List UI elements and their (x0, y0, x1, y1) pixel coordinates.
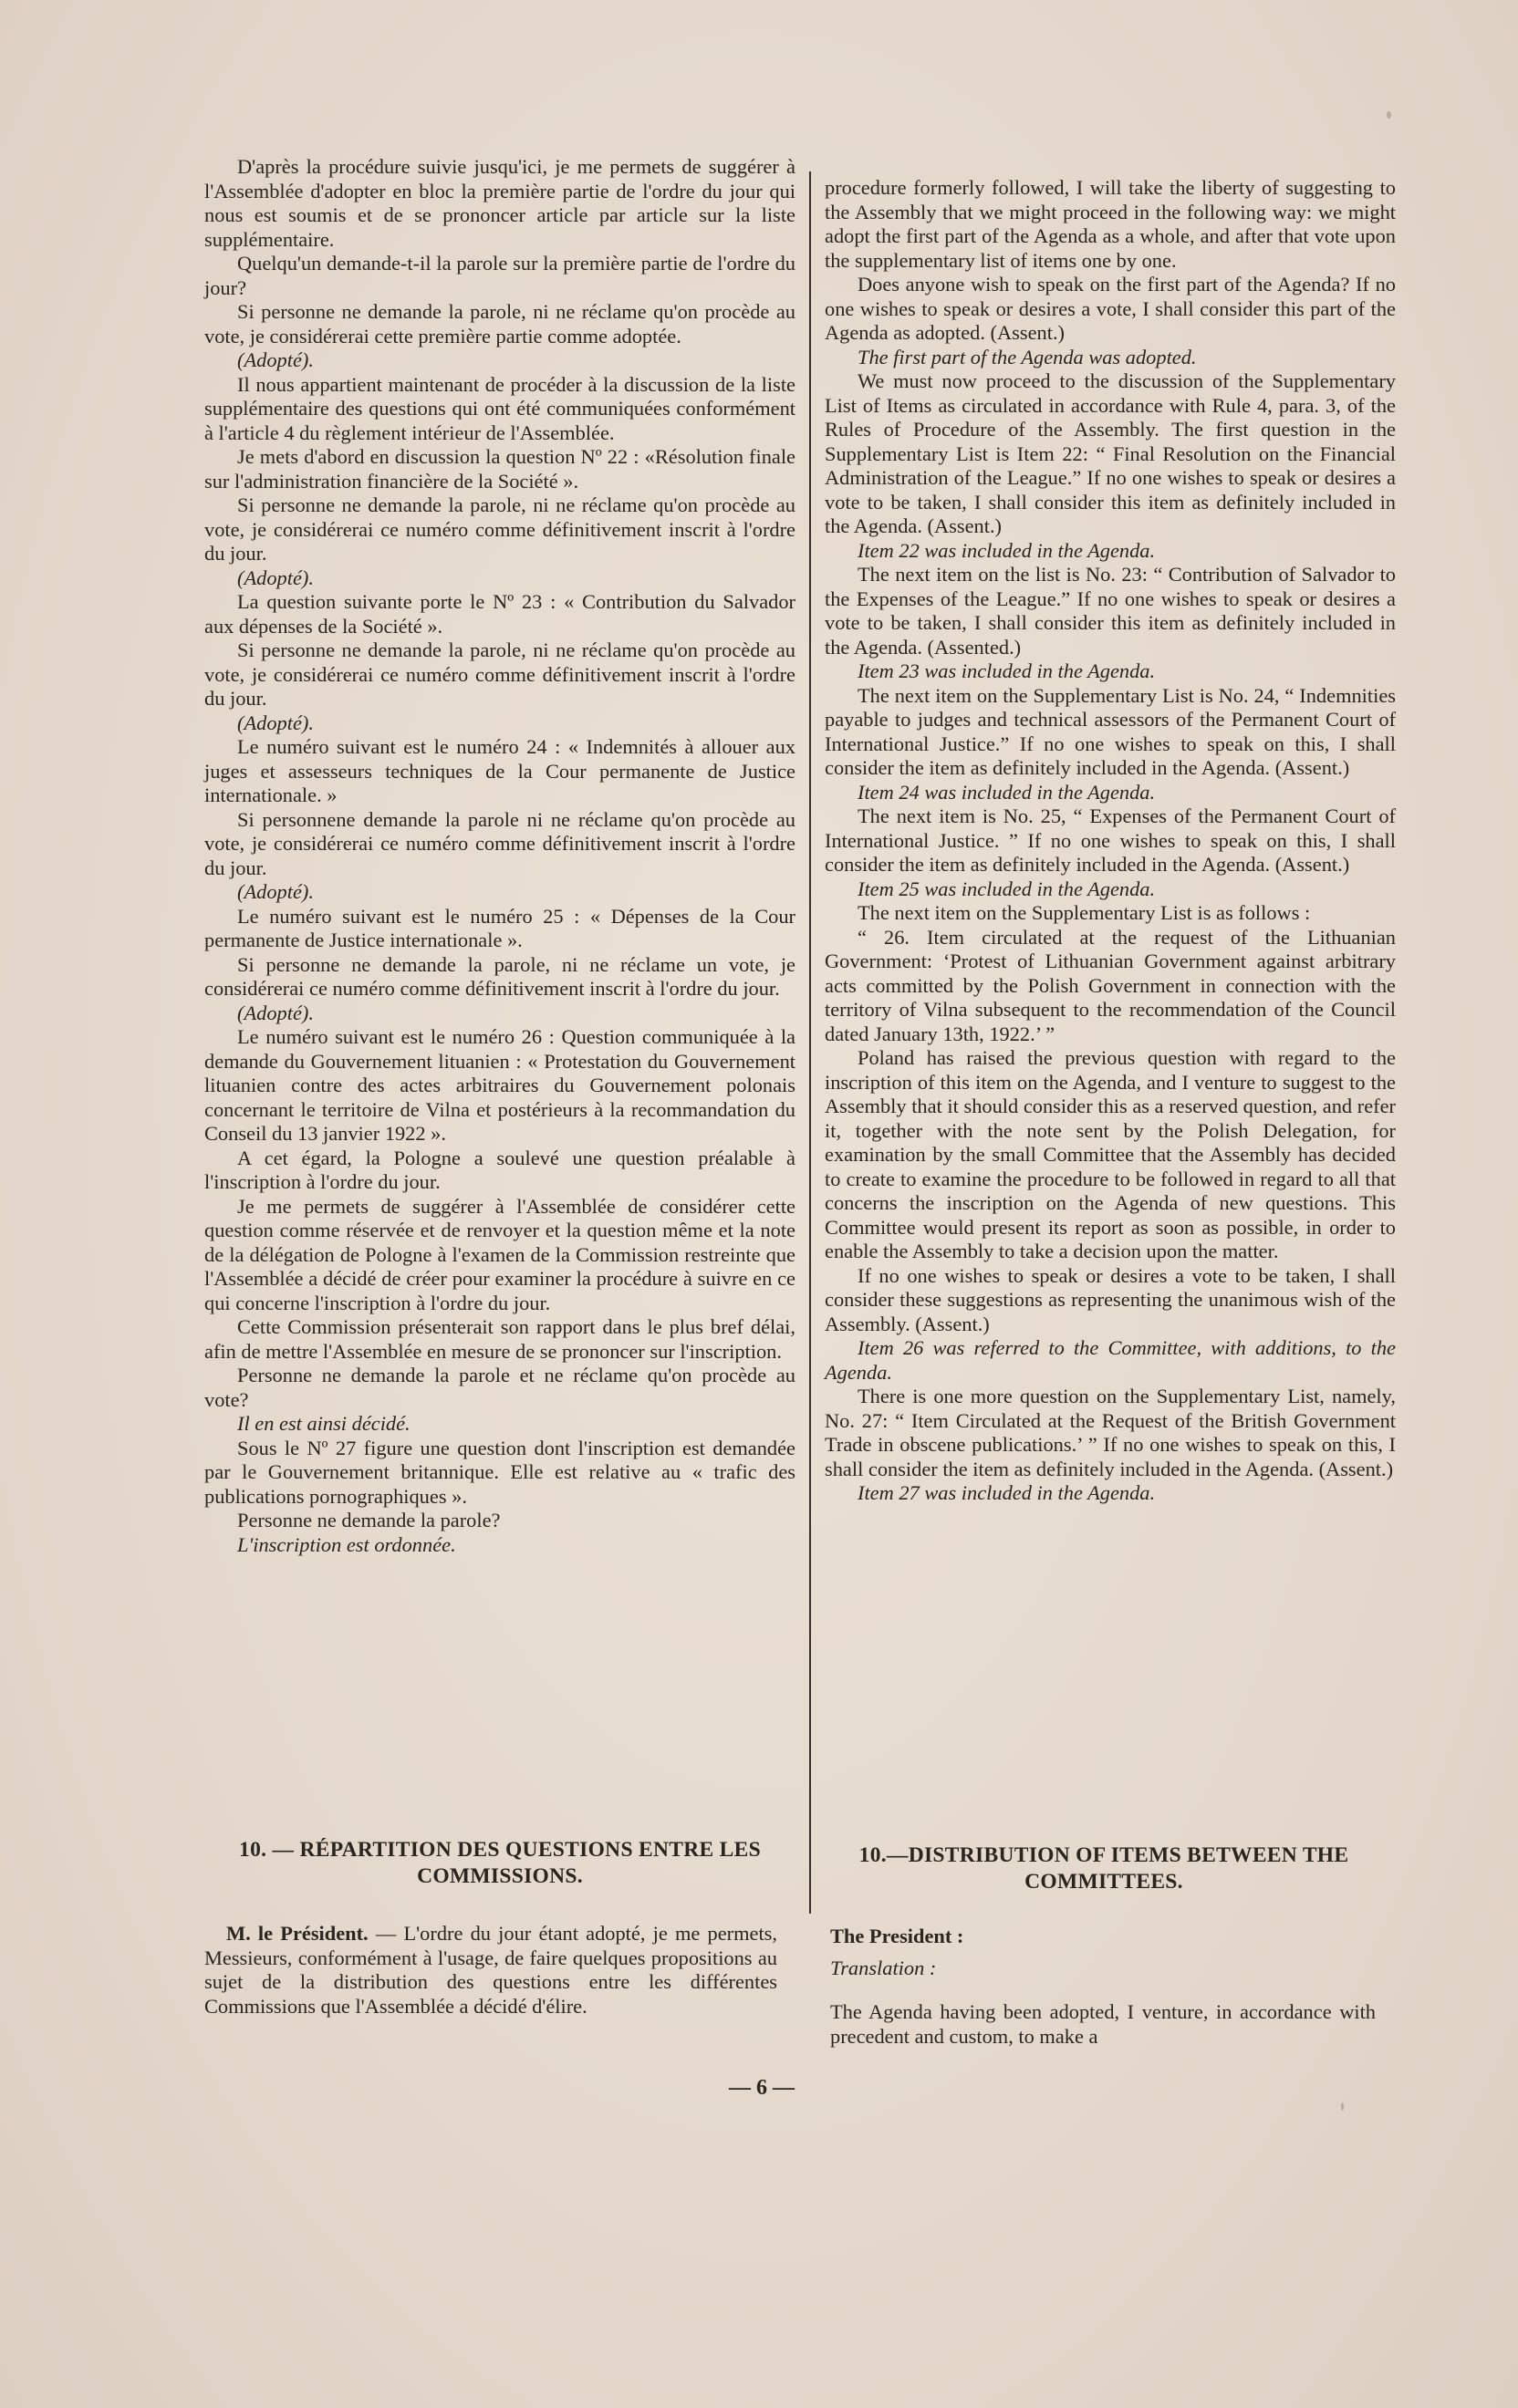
en-president-speech (830, 1925, 1376, 2049)
fr-paragraph: Cette Commission présenterait son rapport dans le plus bref délai, afin de mettre l'Assemblée en mesure de se prononcer sur l'inscription. (204, 1315, 795, 1363)
en-included-note: Item 25 was included in the Agenda. (858, 877, 1156, 900)
french-column (204, 155, 795, 1557)
en-paragraph: The next item on the Supplementary List is No. 24, “ Indemnities payable to judges and technical assessors of the Permanent Court of International Justice.” If no one wishes to speak on this, I shall consider the item as definitely included in the Agenda. (Assent.) (825, 683, 1396, 779)
en-paragraph: If no one wishes to speak or desires a vote to be taken, I shall consider these suggestions as representing the unanimous wish of the Assembly. (Assent.) (825, 1263, 1396, 1335)
en-speech-text: The Agenda having been adopted, I venture, in accordance with precedent and custom, to make a (830, 2000, 1376, 2048)
fr-paragraph: Si personne ne demande la parole, ni ne réclame qu'on procède au vote, je considérerai ce numéro comme définitivement inscrit à l'ordre du jour. (204, 638, 795, 710)
fr-adopted-note: (Adopté). (237, 348, 314, 371)
fr-paragraph: Je mets d'abord en discussion la question Nº 22 : «Résolution finale sur l'administration financière de la Société ». (204, 445, 795, 493)
en-included-note: Item 22 was included in the Agenda. (858, 538, 1156, 562)
fr-decision-note: L'inscription est ordonnée. (237, 1532, 456, 1556)
en-included-note: Item 27 was included in the Agenda. (858, 1481, 1156, 1504)
fr-paragraph: Si personnene demande la parole ni ne réclame qu'on procède au vote, je considérerai ce numéro comme définitivement inscrit à l'ordre du jour. (204, 807, 795, 879)
fr-paragraph: A cet égard, la Pologne a soulevé une question préalable à l'inscription à l'ordre du jour. (204, 1146, 795, 1193)
en-paragraph: procedure formerly followed, I will take the liberty of suggesting to the Assembly that we might proceed in the following way: we might adopt the first part of the Agenda as a whole, and after that vote upon the supplementary list of items one by one. (825, 176, 1396, 272)
en-paragraph: There is one more question on the Supplementary List, namely, No. 27: “ Item Circulated at the Request of the British Government Trade in obscene publications.’ ” If no one wishes to speak on this, I shall consider the item as definitely included in the Agenda. (Assent.) (825, 1385, 1396, 1480)
fr-paragraph: Si personne ne demande la parole, ni ne réclame un vote, je considérerai ce numéro comme définitivement inscrit à l'ordre du jour. (204, 952, 795, 1000)
paper-speck (1341, 2102, 1344, 2111)
page-number: — 6 — (729, 2076, 795, 2100)
fr-decision-note: Il en est ainsi décidé. (237, 1412, 411, 1435)
fr-speech-text: — L'ordre du jour étant adopté, je me permets, Messieurs, conformément à l'usage, de faire quelques propositions au sujet de la distribution des questions entre les différentes Commissions que l'Assemblée a décidé d'élire. (204, 1922, 777, 2018)
en-translation-label: Translation : (830, 1956, 937, 1979)
en-included-note: Item 23 was included in the Agenda. (858, 659, 1156, 682)
fr-paragraph: Je me permets de suggérer à l'Assemblée de considérer cette question comme réservée et de renvoyer et la question même et la note de la délégation de Pologne à l'examen de la Commission restreinte que l'Assemblée a décidé de créer pour examiner la procédure à suivre en ce qui concerne l'inscription à l'ordre du jour. (204, 1194, 795, 1314)
column-divider (809, 171, 811, 1914)
fr-adopted-note: (Adopté). (237, 880, 314, 903)
en-quoted-item: “ 26. Item circulated at the request of the Lithuanian Government: ‘Protest of Lithuanian Government against arbitrary acts committed by the Polish Government in connection with the territory of Vilna subsequent to the recommendation of the Council dated January 13th, 1922.’ ” (825, 925, 1396, 1045)
en-paragraph: We must now proceed to the discussion of the Supplementary List of Items as circulated in accordance with Rule 4, para. 3, of the Rules of Procedure of the Assembly. The first question in the Supplementary List is Item 22: “ Final Resolution on the Financial Administration of the League.” If no one wishes to speak or desires a vote to be taken, I shall consider this item as definitely included in the Agenda. (Assent.) (825, 369, 1396, 537)
fr-adopted-note: (Adopté). (237, 711, 314, 734)
fr-paragraph: Personne ne demande la parole et ne réclame qu'on procède au vote? (204, 1364, 795, 1411)
fr-paragraph: Quelqu'un demande-t-il la parole sur la première partie de l'ordre du jour? (204, 252, 795, 299)
en-paragraph: The next item on the list is No. 23: “ Contribution of Salvador to the Expenses of the League.” If no one wishes to speak or desires a vote to be taken, I shall consider this item as definitely included in the Agenda. (Assented.) (825, 563, 1396, 659)
fr-adopted-note: (Adopté). (237, 566, 314, 589)
en-speaker-name: The President : (830, 1925, 964, 1947)
fr-section-heading: 10. — RÉPARTITION DES QUESTIONS ENTRE LES COMMISSIONS. (239, 1838, 761, 1888)
fr-paragraph: Si personne ne demande la parole, ni ne réclame qu'on procède au vote, je considérerai ce numéro comme définitivement inscrit à l'ordre du jour. (204, 493, 795, 565)
en-paragraph: The next item is No. 25, “ Expenses of the Permanent Court of International Justice. ” If no one wishes to speak on this, I shall consider the item as definitely included in the Agenda. (Assent.) (825, 804, 1396, 876)
fr-paragraph: La question suivante porte le Nº 23 : « Contribution du Salvador aux dépenses de la Société ». (204, 590, 795, 638)
en-included-note: Item 24 was included in the Agenda. (858, 780, 1156, 804)
fr-paragraph: Il nous appartient maintenant de procéder à la discussion de la liste supplémentaire des questions qui ont été communiquées conformément à l'article 4 du règlement intérieur de l'Assemblée. (204, 372, 795, 444)
fr-paragraph: Sous le Nº 27 figure une question dont l'inscription est demandée par le Gouvernement britannique. Elle est relative au « trafic des publications pornographiques ». (204, 1436, 795, 1508)
en-paragraph: Does anyone wish to speak on the first part of the Agenda? If no one wishes to speak or desires a vote, I shall consider this part of the Agenda as adopted. (Assent.) (825, 273, 1396, 344)
fr-paragraph: D'après la procédure suivie jusqu'ici, je me permets de suggérer à l'Assemblée d'adopter en bloc la première partie de l'ordre du jour qui nous est soumis et de se prononcer article par article sur la liste supplémentaire. (204, 155, 795, 251)
en-referred-note: Item 26 was referred to the Committee, with additions, to the Agenda. (825, 1336, 1396, 1384)
fr-paragraph: Le numéro suivant est le numéro 25 : « Dépenses de la Cour permanente de Justice internationale ». (204, 904, 795, 951)
fr-speaker-name: M. le Président. (226, 1922, 369, 1945)
fr-paragraph: Si personne ne demande la parole, ni ne réclame qu'on procède au vote, je considérerai cette première partie comme adoptée. (204, 300, 795, 348)
en-paragraph: The next item on the Supplementary List is as follows : (858, 901, 1311, 924)
en-section-heading: 10.—DISTRIBUTION OF ITEMS BETWEEN THE COMMITTEES. (858, 1843, 1349, 1894)
fr-paragraph: Le numéro suivant est le numéro 24 : « Indemnités à allouer aux juges et assesseurs techniques de la Cour permanente de Justice internationale. » (204, 735, 795, 806)
fr-president-speech (204, 1922, 777, 2019)
en-paragraph: Poland has raised the previous question with regard to the inscription of this item on the Agenda, and I venture to suggest to the Assembly that it should consider this as a reserved question, and refer it, together with the note sent by the Polish Delegation, for examination by the small Committee that the Assembly has decided to create to examine the procedure to be followed in regard to all that concerns the inscription on the Agenda of new questions. This Committee would present its report as soon as possible, in order to enable the Assembly to take a decision upon the matter. (825, 1046, 1396, 1262)
en-adopted-note: The first part of the Agenda was adopted. (858, 345, 1197, 368)
english-column (825, 176, 1396, 1506)
fr-paragraph: Personne ne demande la parole? (237, 1509, 501, 1531)
fr-adopted-note: (Adopté). (237, 1001, 314, 1024)
paper-speck (1387, 111, 1391, 119)
fr-paragraph: Le numéro suivant est le numéro 26 : Question communiquée à la demande du Gouvernement lituanien : « Protestation du Gouvernement lituanien contre des actes arbitraires du Gouvernement polonais concernant le territoire de Vilna et postérieurs à la recommandation du Conseil du 13 janvier 1922 ». (204, 1025, 795, 1145)
